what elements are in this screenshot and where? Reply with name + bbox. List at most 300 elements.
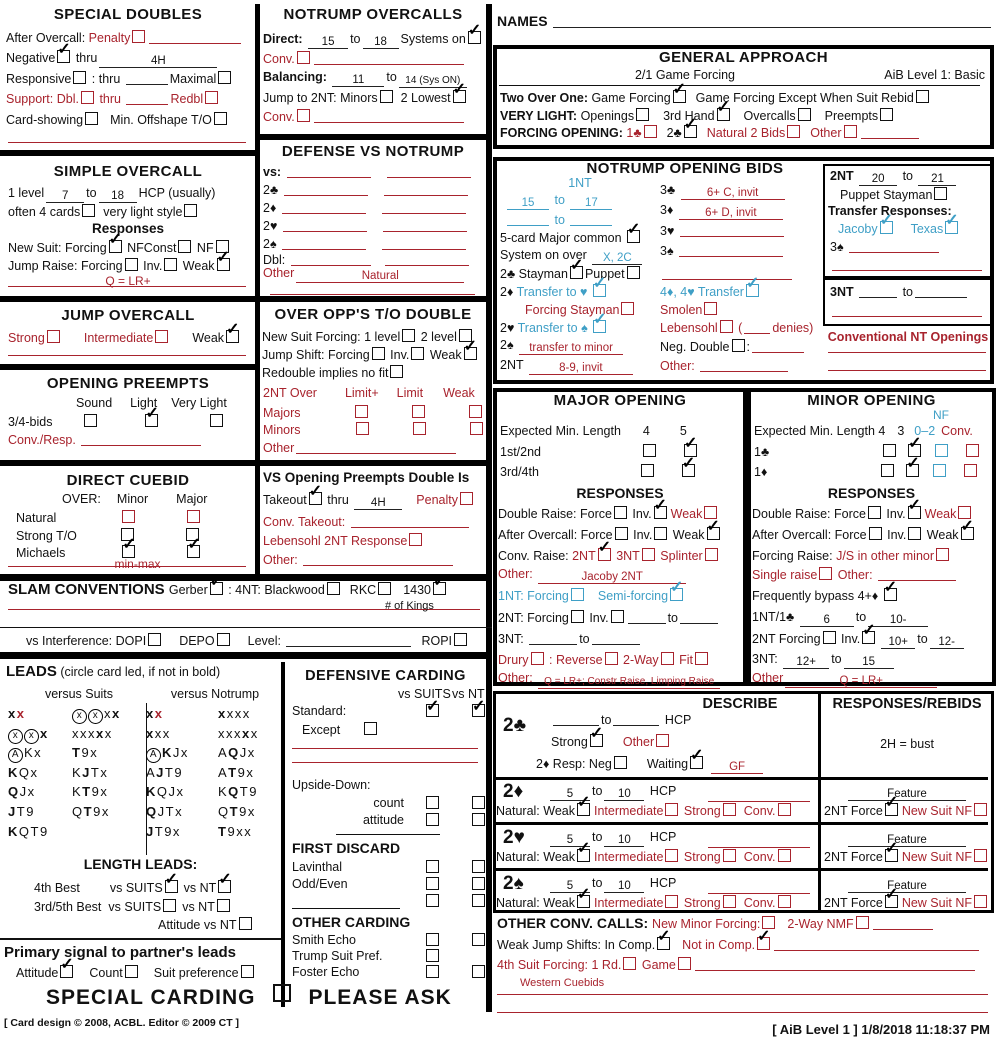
checkbox[interactable] [974, 849, 987, 862]
checkbox[interactable] [125, 965, 138, 978]
checkbox[interactable] [210, 582, 223, 595]
checkbox[interactable] [684, 125, 697, 138]
card-token: T [229, 803, 239, 819]
checkbox[interactable] [593, 284, 606, 297]
checkbox[interactable] [819, 567, 832, 580]
new-suit-forcing-row [262, 329, 474, 345]
write-in-line[interactable] [613, 712, 659, 726]
write-in-line[interactable]: 5 [550, 833, 590, 847]
checkbox[interactable] [885, 803, 898, 816]
2h-feature-row [822, 830, 992, 847]
write-in-line[interactable] [915, 284, 967, 298]
write-in-line[interactable] [507, 212, 549, 226]
checkbox[interactable] [155, 330, 168, 343]
write-in-line[interactable]: 10- [868, 613, 928, 627]
checkbox[interactable] [627, 266, 640, 279]
label: 3♣ [660, 183, 679, 197]
write-in-line[interactable]: 10 [604, 879, 644, 893]
write-in-line[interactable]: Natural [296, 269, 464, 283]
write-in-line[interactable]: 12+ [783, 655, 829, 669]
checkbox[interactable] [214, 112, 227, 125]
write-in-line[interactable]: 21 [918, 172, 956, 186]
checkbox[interactable] [615, 527, 628, 540]
write-in-line[interactable] [700, 358, 788, 372]
checkbox[interactable] [433, 582, 446, 595]
checkbox[interactable] [426, 877, 439, 890]
checkbox[interactable] [883, 444, 896, 457]
checkbox[interactable] [966, 444, 979, 457]
checkbox[interactable] [665, 803, 678, 816]
checkbox[interactable] [426, 949, 439, 962]
checkbox[interactable] [644, 125, 657, 138]
checkbox[interactable] [614, 506, 627, 519]
label: attitude [362, 813, 404, 827]
write-in-line[interactable]: 5 [550, 787, 590, 801]
cuebid-header-row [62, 492, 207, 507]
write-in-line[interactable] [287, 164, 371, 178]
label: Conv. [263, 110, 295, 124]
write-in-line[interactable] [282, 200, 366, 214]
checkbox[interactable] [239, 917, 252, 930]
checkbox[interactable] [936, 548, 949, 561]
label: After Overcall: [6, 31, 89, 45]
section-title: OVER OPP'S T/O DOUBLE [274, 306, 472, 323]
checkbox[interactable] [82, 204, 95, 217]
other-row [263, 552, 455, 568]
checkbox[interactable] [705, 548, 718, 561]
label: 3NT: [752, 652, 782, 666]
write-in-line[interactable] [679, 243, 783, 257]
checkbox[interactable] [412, 405, 425, 418]
write-in-line[interactable]: Q = LR+; Constr Raise, Limping Raise [538, 675, 720, 689]
write-in-line[interactable] [628, 610, 666, 624]
checkbox[interactable] [145, 414, 158, 427]
label: Forcing Stayman [525, 303, 620, 317]
checkbox[interactable] [426, 894, 439, 907]
checkbox[interactable] [856, 916, 869, 929]
checkbox[interactable] [364, 722, 377, 735]
write-in-line[interactable] [849, 239, 939, 253]
write-in-line[interactable] [752, 339, 804, 353]
label: to [86, 186, 97, 200]
write-in-line[interactable]: 4H [99, 54, 217, 68]
rule [8, 142, 246, 143]
write-in-line[interactable] [744, 320, 770, 334]
write-in-line[interactable]: Feature [848, 879, 966, 893]
label: vs Interference: DOPI [26, 634, 147, 648]
checkbox[interactable] [798, 108, 811, 121]
checkbox[interactable] [623, 957, 636, 970]
checkbox[interactable] [732, 339, 745, 352]
label: to [899, 285, 913, 299]
checkbox[interactable] [704, 302, 717, 315]
label: 1♦ [754, 465, 768, 479]
checkbox[interactable] [670, 588, 683, 601]
checkbox[interactable] [614, 756, 627, 769]
checkbox[interactable] [611, 610, 624, 623]
write-in-line[interactable] [695, 957, 975, 971]
write-in-line[interactable] [291, 252, 371, 266]
checkbox[interactable] [378, 582, 391, 595]
write-in-line[interactable]: 5 [550, 879, 590, 893]
checkbox[interactable] [590, 734, 603, 747]
checkbox[interactable] [472, 933, 485, 946]
checkbox[interactable] [468, 31, 481, 44]
write-in-line[interactable] [384, 182, 468, 196]
write-in-line[interactable] [529, 631, 577, 645]
checkbox[interactable] [163, 899, 176, 912]
checkbox[interactable] [641, 464, 654, 477]
checkbox[interactable] [472, 965, 485, 978]
write-in-line[interactable] [383, 218, 467, 232]
blank-line-row [830, 257, 984, 273]
checkbox[interactable] [844, 125, 857, 138]
checkbox[interactable] [723, 895, 736, 908]
checkbox[interactable] [778, 803, 791, 816]
write-in-line[interactable] [303, 552, 453, 566]
checkbox[interactable] [309, 492, 322, 505]
other-conv-calls-row [497, 916, 935, 932]
checkbox[interactable] [187, 510, 200, 523]
checkbox[interactable] [372, 347, 385, 360]
write-in-line[interactable]: Jacoby 2NT [538, 570, 686, 584]
1c-row [754, 444, 981, 460]
write-in-line[interactable] [282, 236, 366, 250]
lead-row [8, 745, 282, 765]
checkbox[interactable] [413, 422, 426, 435]
write-in-line[interactable] [832, 303, 982, 317]
checkbox[interactable] [605, 652, 618, 665]
checkbox[interactable] [327, 582, 340, 595]
checkbox[interactable] [945, 221, 958, 234]
checkbox[interactable] [184, 204, 197, 217]
checkbox[interactable] [57, 50, 70, 63]
checkbox[interactable] [961, 527, 974, 540]
checkbox[interactable] [472, 704, 485, 717]
checkbox[interactable] [125, 258, 138, 271]
checkbox[interactable] [884, 588, 897, 601]
checkbox[interactable] [974, 895, 987, 908]
write-in-line[interactable]: 15 [844, 655, 894, 669]
checkbox[interactable] [217, 258, 230, 271]
checkbox[interactable] [906, 464, 919, 477]
checkbox[interactable] [723, 849, 736, 862]
card-token: T [239, 784, 249, 800]
checkbox[interactable] [531, 652, 544, 665]
label: Other: [263, 553, 302, 567]
checkbox[interactable] [908, 506, 921, 519]
card-token: x [8, 729, 23, 744]
write-in-line[interactable]: 15 [308, 35, 348, 49]
label: Support: Dbl. [6, 92, 79, 106]
checkbox[interactable] [935, 444, 948, 457]
write-in-line[interactable] [553, 712, 599, 726]
write-in-line[interactable] [284, 182, 368, 196]
checkbox[interactable] [472, 860, 485, 873]
write-in-line[interactable] [708, 834, 810, 848]
checkbox[interactable] [426, 813, 439, 826]
checkbox[interactable] [974, 803, 987, 816]
checkbox[interactable] [210, 414, 223, 427]
checkbox[interactable] [682, 464, 695, 477]
card-token: 9 [249, 784, 257, 800]
label: 2♠ [263, 237, 281, 251]
write-in-line[interactable]: 10+ [881, 635, 915, 649]
2nt-row [752, 631, 966, 649]
checkbox[interactable] [964, 464, 977, 477]
checkbox[interactable] [570, 266, 583, 279]
checkbox[interactable] [81, 91, 94, 104]
checkbox[interactable] [778, 895, 791, 908]
checkbox[interactable] [460, 492, 473, 505]
write-in-line[interactable]: 6 [800, 613, 854, 627]
checkbox[interactable] [218, 880, 231, 893]
checkbox[interactable] [409, 533, 422, 546]
checkbox[interactable] [577, 803, 590, 816]
write-in-line[interactable] [832, 257, 982, 271]
checkbox[interactable] [707, 527, 720, 540]
write-in-line[interactable]: 8-9, invit [529, 361, 633, 375]
checkbox[interactable] [73, 71, 86, 84]
write-in-line[interactable] [861, 125, 919, 139]
write-in-line[interactable] [774, 937, 979, 951]
checkbox[interactable] [470, 422, 483, 435]
checkbox[interactable] [908, 527, 921, 540]
write-in-line[interactable]: transfer to minor [519, 341, 623, 355]
checkbox[interactable] [472, 796, 485, 809]
checkbox[interactable] [132, 30, 145, 43]
checkbox[interactable] [621, 302, 634, 315]
checkbox[interactable] [577, 849, 590, 862]
checkbox[interactable] [571, 610, 584, 623]
checkbox[interactable] [934, 187, 947, 200]
natural-row [16, 510, 202, 526]
write-in-line[interactable]: Feature [848, 787, 966, 801]
checkbox[interactable] [868, 506, 881, 519]
checkbox[interactable] [880, 221, 893, 234]
checkbox[interactable] [454, 633, 467, 646]
write-in-line[interactable]: X, 2C [592, 251, 642, 265]
write-in-line[interactable] [126, 71, 168, 85]
checkbox[interactable] [426, 796, 439, 809]
write-in-line[interactable]: 10 [604, 787, 644, 801]
3c-row [660, 183, 787, 200]
label: Expected Min. Length [500, 424, 621, 438]
write-in-line[interactable] [708, 788, 810, 802]
checkbox[interactable] [472, 894, 485, 907]
write-in-line[interactable] [570, 212, 612, 226]
checkbox[interactable] [642, 548, 655, 561]
write-in-line[interactable]: 6+ D, invit [679, 206, 783, 220]
label: : thru [88, 72, 124, 86]
checkbox[interactable] [205, 91, 218, 104]
checkbox[interactable] [627, 230, 640, 243]
write-in-line[interactable] [382, 236, 466, 250]
checkbox[interactable] [47, 330, 60, 343]
write-in-line[interactable]: 20 [859, 172, 897, 186]
checkbox[interactable] [787, 125, 800, 138]
label: Natural: Weak [496, 804, 575, 818]
write-in-line[interactable]: 18 [99, 189, 137, 203]
lead-holding [146, 804, 218, 824]
checkbox[interactable] [654, 527, 667, 540]
checkbox[interactable] [885, 895, 898, 908]
write-in-line[interactable] [680, 223, 784, 237]
checkbox[interactable] [356, 422, 369, 435]
label: Penalty [416, 493, 458, 507]
checkbox[interactable] [720, 320, 733, 333]
checkbox[interactable] [164, 258, 177, 271]
checkbox[interactable] [665, 849, 678, 862]
write-in-line[interactable] [126, 91, 168, 105]
checkbox[interactable] [678, 957, 691, 970]
write-in-line[interactable] [270, 281, 475, 295]
write-in-line[interactable]: 14 (Sys ON) [399, 74, 467, 88]
checkbox[interactable] [880, 108, 893, 121]
label: Weak [192, 331, 225, 345]
write-in-line[interactable] [296, 440, 456, 454]
write-in-line[interactable] [662, 266, 792, 280]
checkbox[interactable] [217, 899, 230, 912]
card-token: 9 [39, 823, 48, 839]
write-in-line[interactable] [592, 631, 640, 645]
checkbox[interactable] [297, 109, 310, 122]
write-in-line[interactable] [708, 880, 810, 894]
checkbox[interactable] [426, 933, 439, 946]
checkbox[interactable] [355, 405, 368, 418]
checkbox[interactable] [661, 652, 674, 665]
checkbox[interactable] [916, 90, 929, 103]
checkbox[interactable] [402, 329, 415, 342]
checkbox[interactable] [757, 937, 770, 950]
write-in-line[interactable]: 6+ C, invit [681, 186, 785, 200]
checkbox[interactable] [643, 444, 656, 457]
checkbox[interactable] [297, 51, 310, 64]
checkbox[interactable] [885, 849, 898, 862]
lebensohl-row [263, 533, 424, 549]
checkbox[interactable] [657, 937, 670, 950]
write-in-line[interactable]: Q = LR+ [785, 674, 937, 688]
write-in-line[interactable]: 7 [46, 189, 84, 203]
length-leads-title: LENGTH LEADS: [83, 856, 198, 872]
special-carding-checkbox[interactable] [273, 984, 291, 1002]
write-in-line[interactable]: Feature [848, 833, 966, 847]
checkbox[interactable] [380, 90, 393, 103]
write-in-line[interactable] [859, 284, 897, 298]
checkbox[interactable] [469, 405, 482, 418]
write-in-line[interactable] [351, 514, 469, 528]
checkbox[interactable] [823, 631, 836, 644]
write-in-line[interactable] [873, 916, 933, 930]
checkbox[interactable] [472, 877, 485, 890]
checkbox[interactable] [148, 633, 161, 646]
checkbox[interactable] [869, 527, 882, 540]
checkbox[interactable] [472, 813, 485, 826]
write-in-line[interactable] [553, 14, 991, 28]
checkbox[interactable] [217, 633, 230, 646]
checkbox[interactable] [426, 965, 439, 978]
rule [497, 994, 988, 995]
checkbox[interactable] [690, 756, 703, 769]
write-in-line[interactable] [385, 252, 469, 266]
checkbox[interactable] [862, 631, 875, 644]
checkbox[interactable] [109, 240, 122, 253]
write-in-line[interactable]: 15 [507, 196, 549, 210]
label: thru [72, 51, 98, 65]
write-in-line[interactable] [680, 610, 718, 624]
checkbox[interactable] [84, 414, 97, 427]
write-in-line[interactable] [314, 109, 464, 123]
write-in-line[interactable] [314, 51, 464, 65]
label: to [579, 632, 590, 646]
checkbox[interactable] [426, 860, 439, 873]
checkbox[interactable] [390, 365, 403, 378]
write-in-line[interactable]: GF [711, 760, 763, 774]
checkbox[interactable] [636, 108, 649, 121]
write-in-line[interactable]: 18 [363, 35, 399, 49]
card-token: x [88, 725, 95, 741]
checkbox[interactable] [933, 464, 946, 477]
write-in-line[interactable]: 4H [354, 496, 402, 510]
checkbox[interactable] [654, 506, 667, 519]
checkbox[interactable] [695, 652, 708, 665]
write-in-line[interactable] [387, 164, 471, 178]
checkbox[interactable] [218, 71, 231, 84]
write-in-line[interactable] [286, 633, 411, 647]
checkbox[interactable] [717, 108, 730, 121]
checkbox[interactable] [426, 704, 439, 717]
checkbox[interactable] [178, 240, 191, 253]
checkbox[interactable] [122, 510, 135, 523]
checkbox[interactable] [464, 347, 477, 360]
checkbox[interactable] [187, 545, 200, 558]
checkbox[interactable] [453, 90, 466, 103]
checkbox[interactable] [723, 803, 736, 816]
checkbox[interactable] [778, 849, 791, 862]
checkbox[interactable] [598, 548, 611, 561]
label: Strong T/O [16, 529, 77, 543]
write-in-line[interactable] [81, 432, 201, 446]
write-in-line[interactable]: 11 [332, 73, 384, 87]
write-in-line[interactable]: 17 [570, 196, 612, 210]
checkbox[interactable] [226, 330, 239, 343]
checkbox[interactable] [571, 588, 584, 601]
checkbox[interactable] [593, 320, 606, 333]
write-in-line[interactable]: 10 [604, 833, 644, 847]
checkbox[interactable] [673, 90, 686, 103]
checkbox[interactable] [577, 895, 590, 908]
checkbox[interactable] [656, 734, 669, 747]
hcp-range-row [8, 186, 215, 203]
responses-header: RESPONSES/REBIDS [832, 696, 982, 712]
checkbox[interactable] [746, 284, 759, 297]
write-in-line[interactable] [149, 30, 241, 44]
checkbox[interactable] [60, 965, 73, 978]
checkbox[interactable] [241, 965, 254, 978]
checkbox[interactable] [411, 347, 424, 360]
western-cuebids-note: Western Cuebids [520, 977, 605, 989]
write-in-line[interactable] [382, 200, 466, 214]
write-in-line[interactable] [283, 218, 367, 232]
write-in-line[interactable]: 12- [930, 635, 964, 649]
1st-2nd-row [500, 444, 699, 460]
card-token: x [146, 706, 154, 721]
special-carding-row [46, 984, 452, 1008]
checkbox[interactable] [85, 112, 98, 125]
checkbox[interactable] [881, 464, 894, 477]
checkbox[interactable] [665, 895, 678, 908]
checkbox[interactable] [165, 880, 178, 893]
